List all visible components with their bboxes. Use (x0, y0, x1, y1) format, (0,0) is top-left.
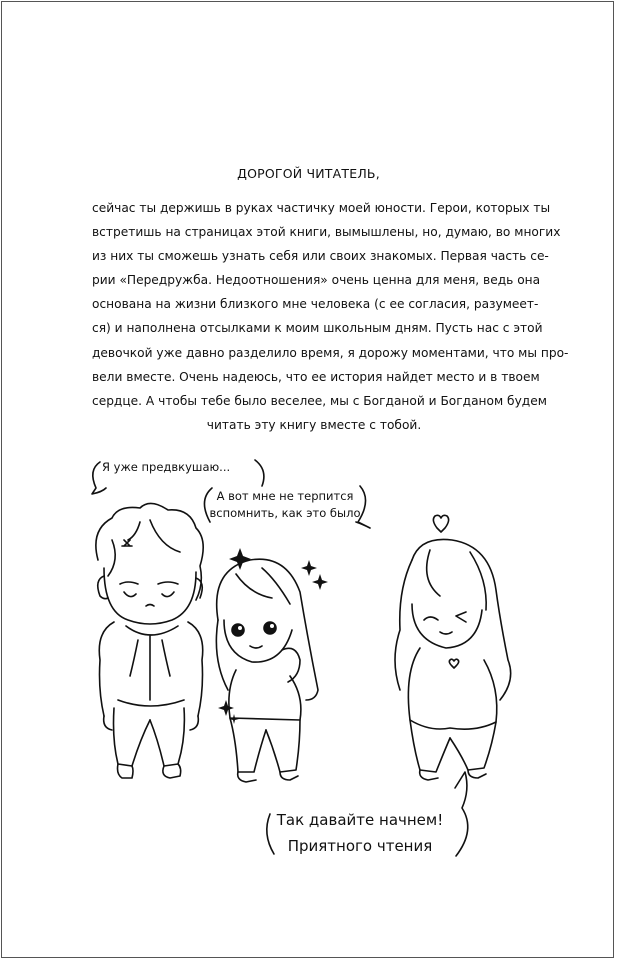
speech-line: Так давайте начнем! (276, 811, 444, 829)
speech-line: вспомнить, как это было (209, 506, 361, 520)
speech-text-boy: Я уже предвкушаю... (102, 460, 231, 474)
speech-line: А вот мне не терпится (216, 489, 354, 503)
speech-line: Приятного чтения (287, 837, 433, 855)
letter-line: сердце. А чтобы тебе было веселее, мы с Богданой и Богданом будем (92, 393, 547, 408)
heart-icon (449, 659, 458, 668)
letter-line: рии «Передружба. Недоотношения» очень ценна для меня, ведь она (92, 273, 541, 288)
boy-figure (96, 503, 203, 778)
girl-wavy-hair-figure (395, 515, 511, 780)
letter-line: из них ты сможешь узнать себя или своих знакомых. Первая часть се- (92, 249, 549, 264)
letter-line: вели вместе. Очень надеюсь, что ее история найдет место и в твоем (92, 369, 540, 384)
girl-dark-hair-figure (216, 559, 318, 782)
letter-line: основана на жизни близкого мне человека (с ее согласия, разумеет- (92, 297, 539, 312)
sparkle-icon (218, 548, 328, 724)
heart-icon (433, 515, 448, 532)
speech-text-girl-2 (260, 807, 460, 859)
letter-line: сейчас ты держишь в руках частичку моей юности. Герои, которых ты (92, 201, 551, 215)
speech-text-girl-1 (200, 488, 370, 522)
letter-heading: ДОРОГОЙ ЧИТАТЕЛЬ, (237, 166, 380, 181)
letter-line: встретишь на страницах этой книги, вымышлены, но, думаю, во многих (92, 225, 561, 240)
letter-line: читать эту книгу вместе с тобой. (206, 417, 422, 432)
letter-line: девочкой уже давно разделило время, я дорожу моментами, что мы про- (92, 345, 569, 360)
letter-line: ся) и наполнена отсылками к моим школьным дням. Пусть нас с этой (92, 321, 543, 336)
